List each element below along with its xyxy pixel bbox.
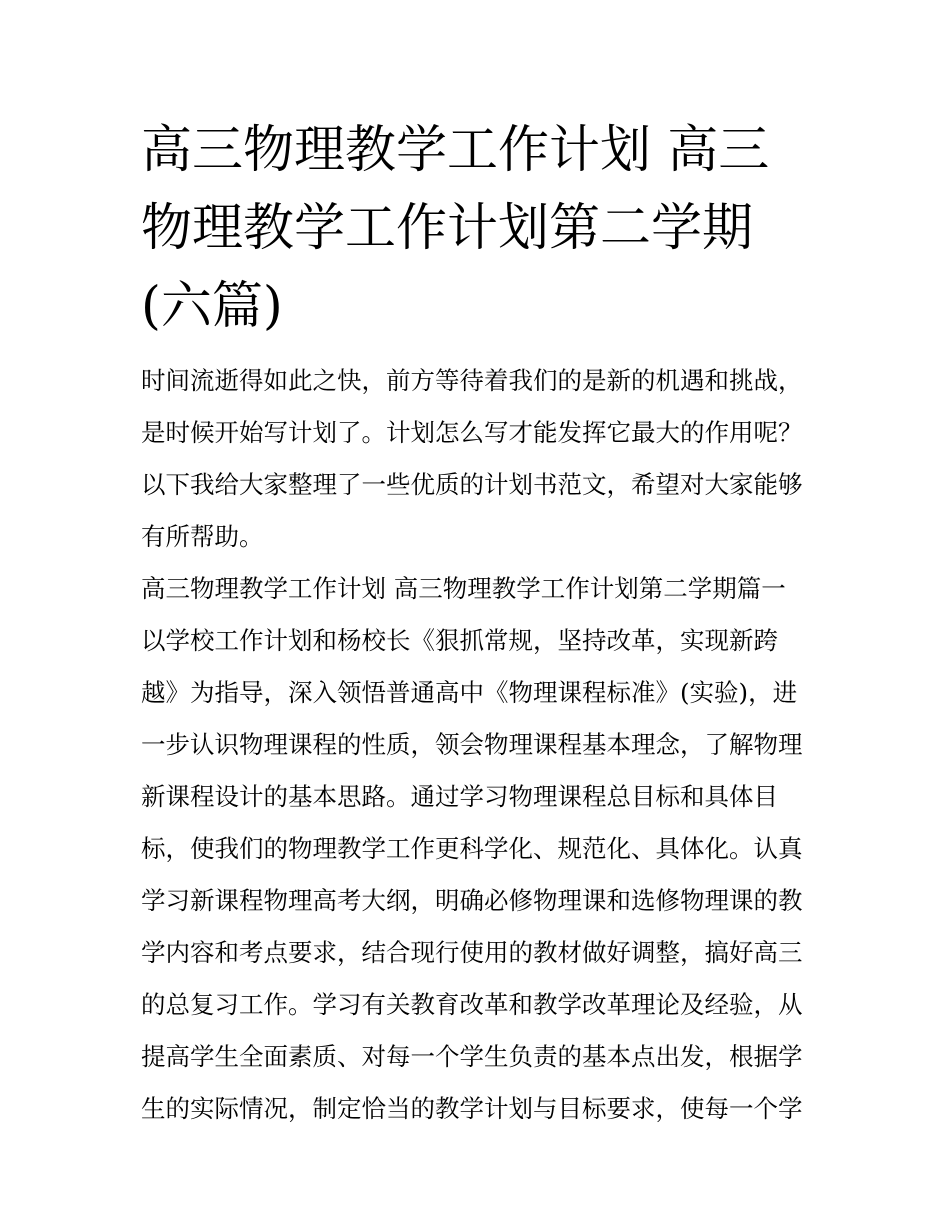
section-heading: 高三物理教学工作计划 高三物理教学工作计划第二学期篇一	[141, 574, 786, 603]
document-title: 高三物理教学工作计划 高三物理教学工作计划第二学期(六篇)	[141, 121, 770, 336]
document-body	[141, 355, 813, 1135]
body-paragraph: 以学校工作计划和杨校长《狠抓常规，坚持改革，实现新跨越》为指导，深入领悟普通高中《物理课程标准》(实验)，进一步认识物理课程的性质，领会物理课程基本理念，了解物理新课程设计的基本思路。通过学习物理课程总目标和具体目标，使我们的物理教学工作更科学化、规范化、具体化。认真学习新课程物理高考大纲，明确必修物理课和选修物理课的教学内容和考点要求，结合现行使用的教材做好调整，搞好高三的总复习工作。学习有关教育改革和教学改革理论及经验，从提高学生全面素质、对每一个学生负责的基本点出发，根据学生的实际情况，制定恰当的教学计划与目标要求，使每一个学	[141, 626, 803, 1123]
intro-paragraph: 时间流逝得如此之快，前方等待着我们的是新的机遇和挑战，是时候开始写计划了。计划怎么写才能发挥它最大的作用呢？以下我给大家整理了一些优质的计划书范文，希望对大家能够有所帮助。	[141, 366, 803, 551]
